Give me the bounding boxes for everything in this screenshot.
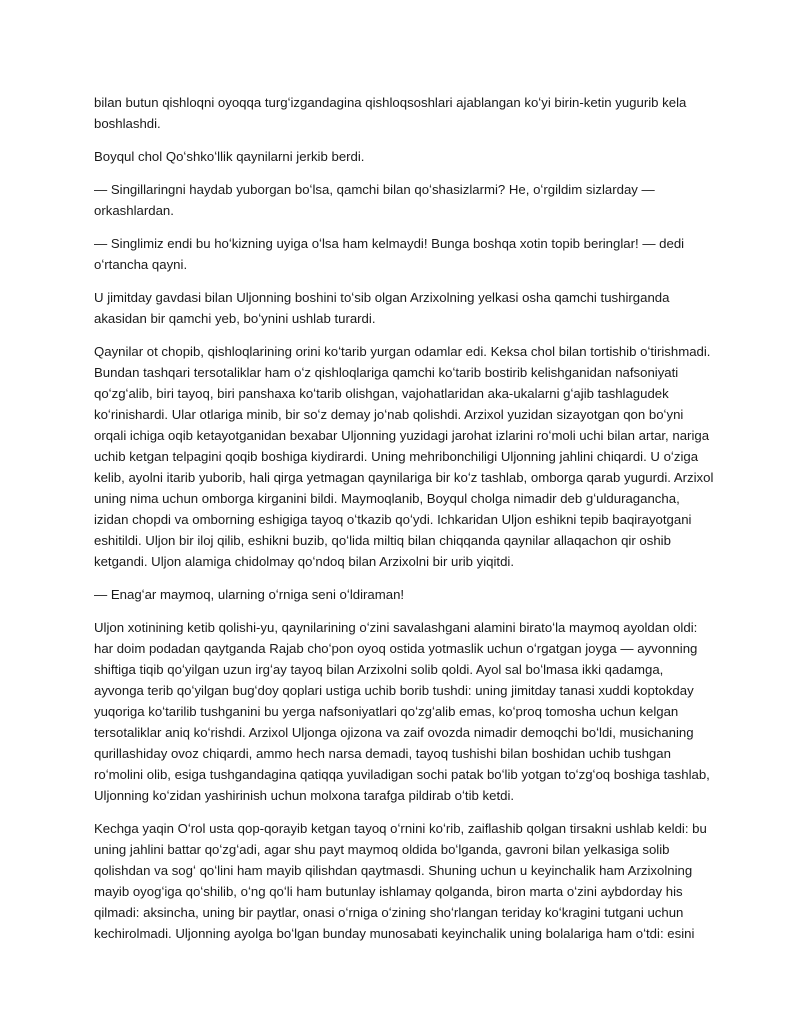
paragraph-5: U jimitday gavdasi bilan Uljonning boshini toʻsib olgan Arzixolning yelkasi osha qamchi tushirganda akasidan bir qamchi yeb, boʻynini ushlab turardi.	[94, 290, 670, 326]
document-page	[94, 92, 714, 956]
paragraph-3: — Singillaringni haydab yuborgan boʻlsa, qamchi bilan qoʻshasizlarmi? He, oʻrgildim sizlarday — orkashlardan.	[94, 182, 655, 218]
paragraph-8: Uljon xotinining ketib qolishi-yu, qaynilarining oʻzini savalashgani alamini biratoʻla maymoq ayoldan oldi: har doim podadan qaytganda Rajab choʻpon oyoq ostida yotmaslik uchun oʻrgatgan joyga — ayvonning shiftiga tiqib qoʻyilgan uzun irgʻay tayoq bilan Arzixolni solib qoldi. Ayol sal boʻlmasa ikki qadamga, ayvonga terib qoʻyilgan bugʻdoy qoplari ustiga uchib borib tushdi: uning jimitday tanasi xuddi koptokday yuqoriga koʻtarilib tushganini bu yerga nafsoniyatlari qoʻzgʻalib emas, koʻproq tomosha uchun kelgan tersotaliklar aniq koʻrishdi. Arzixol Uljonga ojizona va zaif ovozda nimadir demoqchi boʻldi, musichaning qurillashiday ovoz chiqardi, ammo hech narsa demadi, tayoq tushishi bilan boshidan uchib tushgan roʻmolini olib, esiga tushgandagina qatiqqa yuviladigan sochi patak boʻlib yotgan toʻzgʻoq boshiga tashlab, Uljonning koʻzidan yashirinish uchun molxona tarafga pildirab oʻtib ketdi.	[94, 620, 710, 803]
paragraph-2: Boyqul chol Qoʻshkoʻllik qaynilarni jerkib berdi.	[94, 149, 365, 164]
paragraph-1: bilan butun qishloqni oyoqqa turgʻizgandagina qishloqsoshlari ajablangan koʻyi birin-ketin yugurib kela boshlashdi.	[94, 95, 687, 131]
paragraph-9: Kechga yaqin Oʻrol usta qop-qorayib ketgan tayoq oʻrnini koʻrib, zaiflashib qolgan tirsakni ushlab keldi: bu uning jahlini battar qoʻzgʻadi, agar shu payt maymoq oldida boʻlganda, gavroni bilan yelkasiga solib qolishdan va sogʻ qoʻlini ham mayib qilishdan qaytmasdi. Shuning uchun u keyinchalik ham Arzixolning mayib oyogʻiga qoʻshilib, oʻng qoʻli ham butunlay ishlamay qolganda, biron marta oʻzini aybdorday his qilmadi: aksincha, uning bir paytlar, onasi oʻrniga oʻzining shoʻrlangan teriday koʻkragini tutgani uchun kechirolmadi. Uljonning ayolga boʻlgan bunday munosabati keyinchalik uning bolalariga ham oʻtdi: esini	[94, 821, 707, 941]
paragraph-4: — Singlimiz endi bu hoʻkizning uyiga oʻlsa ham kelmaydi! Bunga boshqa xotin topib beringlar! — dedi oʻrtancha qayni.	[94, 236, 685, 272]
paragraph-7: — Enagʻar maymoq, ularning oʻrniga seni oʻldiraman!	[94, 587, 405, 602]
paragraph-6: Qaynilar ot chopib, qishloqlarining orini koʻtarib yurgan odamlar edi. Keksa chol bilan tortishib oʻtirishmadi. Bundan tashqari tersotaliklar ham oʻz qishloqlariga qamchi koʻtarib bostirib kelishganidan nafsoniyati qoʻzgʻalib, biri tayoq, biri panshaxa koʻtarib olishgan, vajohatlaridan aka-ukalarni gʻajib tashlagudek koʻrinishardi. Ular otlariga minib, bir soʻz demay joʻnab qolishdi. Arzixol yuzidan sizayotgan qon boʻyni orqali ichiga oqib ketayotganidan bexabar Uljonning yuzidagi jarohat izlarini roʻmoli uchi bilan artar, nariga uchib ketgan telpagini qoqib boshiga kiydirardi. Uning mehribonchiligi Uljonning jahlini chiqardi. U oʻziga kelib, ayolni itarib yuborib, hali qirga yetmagan qaynilariga bir koʻz tashlab, omborga qarab yugurdi. Arzixol uning nima uchun omborga kirganini bildi. Maymoqlanib, Boyqul cholga nimadir deb gʻulduragancha, izidan chopdi va omborning eshigiga tayoq oʻtkazib qoʻydi. Ichkaridan Uljon eshikni tepib baqirayotgani eshitildi. Uljon bir iloj qilib, eshikni buzib, qoʻlida miltiq bilan chiqqanda qaynilar allaqachon qir oshib ketgandi. Uljon alamiga chidolmay qoʻndoq bilan Arzixolni bir urib yiqitdi.	[94, 344, 714, 569]
